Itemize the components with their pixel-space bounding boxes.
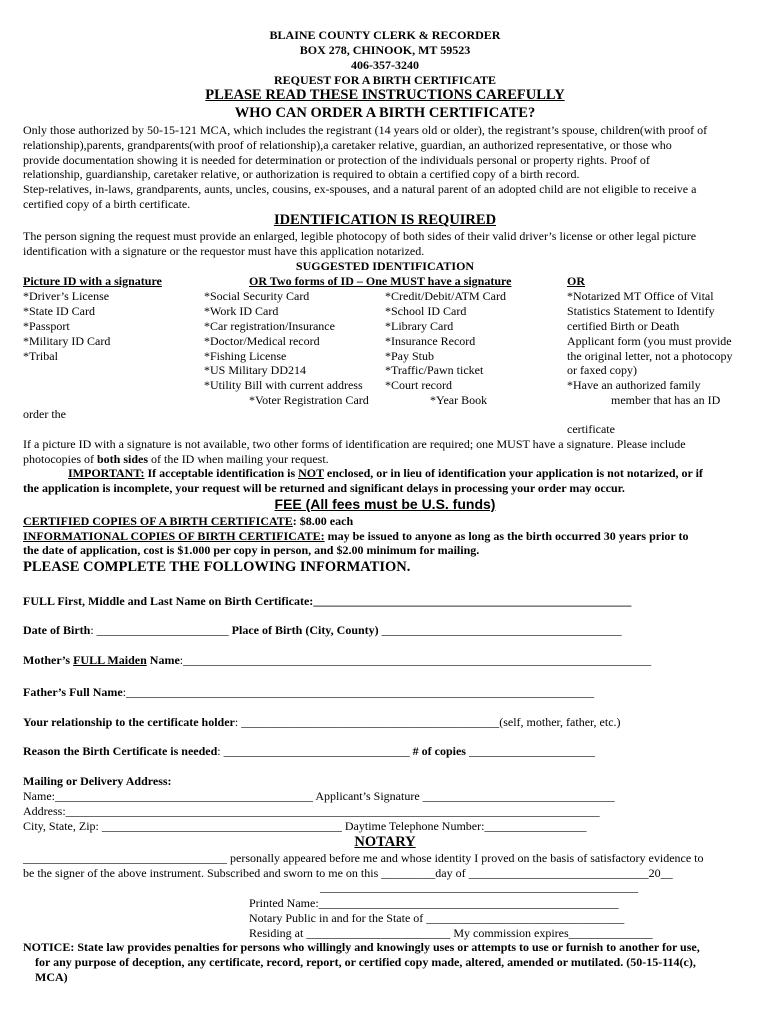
id-option: member that has an ID <box>611 393 721 407</box>
mother-name-input[interactable]: :______________________________________________________________________________ <box>179 653 652 667</box>
id-option: *Military ID Card <box>23 334 111 348</box>
notary-statement: be the signer of the above instrument. Subscribed and sworn to me on this _________day of ______________________________20__ <box>23 866 673 880</box>
dob-input[interactable]: : ______________________ <box>90 623 232 637</box>
legal-notice: MCA) <box>35 970 68 984</box>
id-option: *Utility Bill with current address <box>204 378 363 392</box>
id-option: *Court record <box>385 378 452 392</box>
id-option: *School ID Card <box>385 304 467 318</box>
or-column-heading: OR <box>567 274 585 288</box>
copies-input[interactable]: _____________________ <box>465 744 595 758</box>
reason-copies-row: Reason the Birth Certificate is needed: _______________________________ # of copies _____________________ <box>23 744 595 758</box>
alt-id-text: If a picture ID with a signature is not available, two other forms of identification are required; one MUST have a signature. Please include <box>23 437 686 451</box>
id-option: certified Birth or Death <box>567 319 680 333</box>
identification-heading: IDENTIFICATION IS REQUIRED <box>273 212 497 228</box>
id-option: *Passport <box>23 319 70 333</box>
birth-date-place-row <box>23 623 622 637</box>
two-forms-column-heading: OR Two forms of ID – One MUST have a signature <box>249 274 512 288</box>
office-name: BLAINE COUNTY CLERK & RECORDER <box>269 28 501 42</box>
notary-state-line[interactable]: Notary Public in and for the State of _________________________________ <box>249 911 625 925</box>
pob-label: Place of Birth (City, County) <box>231 623 382 637</box>
relationship-input[interactable]: : ___________________________________________ <box>234 715 500 729</box>
id-option: Statistics Statement to Identify <box>567 304 715 318</box>
eligibility-line: provide documentation showing it is needed for determination or protection of the individuals personal or property rights. Proof of <box>23 153 650 167</box>
eligibility-line: relationship, guardianship, caretaker relative, or authorization is required to obtain a certified copy of a birth record. <box>23 167 580 181</box>
id-option: *Pay Stub <box>385 349 435 363</box>
id-option: *Notarized MT Office of Vital <box>567 289 714 303</box>
eligibility-line: Step-relatives, in-laws, grandparents, aunts, uncles, cousins, ex-spouses, and a natural parent of an adopted child are not eligible to receive a <box>23 182 697 196</box>
id-continuation: order the <box>23 407 66 421</box>
id-option: *Work ID Card <box>204 304 279 318</box>
id-option: *Driver’s License <box>23 289 110 303</box>
read-carefully-heading: PLEASE READ THESE INSTRUCTIONS CAREFULLY <box>205 87 565 103</box>
informational-copy-fee: INFORMATIONAL COPIES OF BIRTH CERTIFICATE: may be issued to anyone as long as the birth occurred 30 years prior to <box>23 529 689 543</box>
eligibility-line: Only those authorized by 50-15-121 MCA, which includes the registrant (14 years old or older), the registrant’s spouse, children(with proof of <box>23 123 708 137</box>
informational-copy-fee: the date of application, cost is $1.000 per copy in person, and $2.00 minimum for mailing. <box>23 543 480 557</box>
reason-input[interactable]: : _______________________________ <box>217 744 413 758</box>
id-option: *Year Book <box>430 393 488 407</box>
id-option: *Tribal <box>23 349 58 363</box>
city-phone-line[interactable]: City, State, Zip: ________________________________________ Daytime Telephone Number:_________________ <box>23 819 587 833</box>
who-can-order-heading: WHO CAN ORDER A BIRTH CERTIFICATE? <box>234 105 536 121</box>
father-name-input[interactable]: :______________________________________________________________________________ <box>122 685 595 699</box>
certified-copy-fee: CERTIFIED COPIES OF A BIRTH CERTIFICATE: $8.00 each <box>23 514 354 528</box>
id-option: *Social Security Card <box>204 289 310 303</box>
full-name-field[interactable] <box>23 594 631 608</box>
identification-text: identification with a signature or the requestor must have this application notarized. <box>23 244 425 258</box>
dob-label: Date of Birth <box>23 623 91 637</box>
id-option: *Insurance Record <box>385 334 476 348</box>
id-option: *Fishing License <box>204 349 287 363</box>
eligibility-line: relationship),parents, grandparents(with proof of relationship),a caretaker relative, guardian, an authorized representative, or those who <box>23 138 672 152</box>
father-name-field: Father’s Full Name:______________________________________________________________________________ <box>23 685 595 699</box>
eligibility-line: certified copy of a birth certificate. <box>23 197 191 211</box>
id-option: *Car registration/Insurance <box>204 319 335 333</box>
full-name-input[interactable]: _____________________________________________________ <box>313 594 632 608</box>
suggested-id-heading: SUGGESTED IDENTIFICATION <box>295 259 475 273</box>
id-option: *Library Card <box>385 319 454 333</box>
mailing-address-label: Mailing or Delivery Address: <box>23 774 172 788</box>
office-phone: 406-357-3240 <box>351 58 419 72</box>
important-notice: the application is incomplete, your request will be returned and significant delays in processing your order may occur. <box>23 481 625 495</box>
id-option: *State ID Card <box>23 304 95 318</box>
id-option: *Traffic/Pawn ticket <box>385 363 484 377</box>
form-title: REQUEST FOR A BIRTH CERTIFICATE <box>273 73 497 87</box>
address-line[interactable]: Address:_________________________________________________________________________________________ <box>23 804 600 818</box>
legal-notice: NOTICE: State law provides penalties for persons who willingly and knowingly uses or attempts to use or furnish to another for use, <box>23 940 700 954</box>
notary-statement: __________________________________ personally appeared before me and whose identity I proved on the basis of satisfactory evidence to <box>23 851 704 865</box>
id-option: *Credit/Debit/ATM Card <box>385 289 506 303</box>
id-option: *Voter Registration Card <box>249 393 369 407</box>
pob-input[interactable]: ________________________________________ <box>381 623 622 637</box>
full-name-label: FULL First, Middle and Last Name on Birth Certificate: <box>23 594 314 608</box>
id-continuation: certificate <box>567 422 615 436</box>
legal-notice: for any purpose of deception, any certificate, record, report, or certified copy made, altered, amended or mutilated. (50-15-114(c), <box>35 955 696 969</box>
picture-id-column-heading: Picture ID with a signature <box>23 274 162 288</box>
notary-heading: NOTARY <box>354 834 416 850</box>
id-option: *Doctor/Medical record <box>204 334 320 348</box>
id-option: *Have an authorized family <box>567 378 701 392</box>
important-notice: IMPORTANT: If acceptable identification is NOT enclosed, or in lieu of identification your application is not notarized, or if <box>68 466 703 480</box>
relationship-field: Your relationship to the certificate holder: ___________________________________________(self, mother, father, etc.) <box>23 715 621 729</box>
id-option: the original letter, not a photocopy <box>567 349 733 363</box>
office-address: BOX 278, CHINOOK, MT 59523 <box>299 43 471 57</box>
mother-name-field: Mother’s FULL Maiden Name:______________________________________________________________________________ <box>23 653 652 667</box>
notary-signature-line[interactable]: _____________________________________________________ <box>320 880 638 894</box>
complete-info-heading: PLEASE COMPLETE THE FOLLOWING INFORMATION. <box>23 559 411 575</box>
alt-id-text: photocopies of both sides of the ID when mailing your request. <box>23 452 329 466</box>
id-option: *US Military DD214 <box>204 363 306 377</box>
name-signature-line[interactable]: Name:___________________________________________ Applicant’s Signature ________________________________ <box>23 789 615 803</box>
residing-commission-line[interactable]: Residing at ________________________ My commission expires______________ <box>249 926 653 940</box>
identification-text: The person signing the request must provide an enlarged, legible photocopy of both sides of their valid driver’s license or other legal picture <box>23 229 697 243</box>
id-option: Applicant form (you must provide <box>567 334 732 348</box>
printed-name-line[interactable]: Printed Name:__________________________________________________ <box>249 896 619 910</box>
fee-heading: FEE (All fees must be U.S. funds) <box>274 496 496 512</box>
id-option: or faxed copy) <box>567 363 637 377</box>
